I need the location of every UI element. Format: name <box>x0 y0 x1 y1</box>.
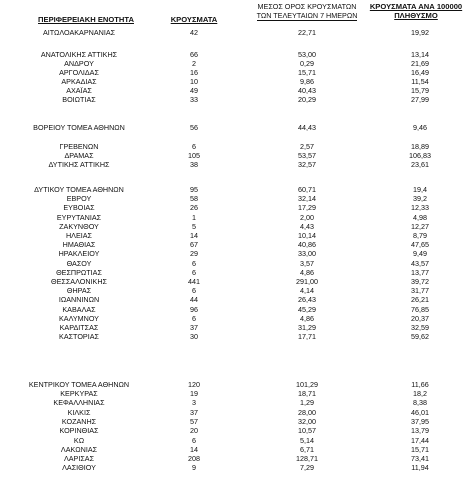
avg-7day-value: 3,57 <box>300 259 314 268</box>
cases-value: 208 <box>188 454 200 463</box>
region-name: ΛΑΣΙΘΙΟΥ <box>62 463 96 472</box>
avg-7day-value: 7,29 <box>300 463 314 472</box>
per-100k-value: 11,54 <box>411 77 429 86</box>
table-row <box>0 203 476 212</box>
region-name: ΔΥΤΙΚΟΥ ΤΟΜΕΑ ΑΘΗΝΩΝ <box>34 185 124 194</box>
table-row <box>0 142 476 151</box>
cases-value: 96 <box>190 305 198 314</box>
cases-value: 6 <box>192 259 196 268</box>
cases-value: 6 <box>192 142 196 151</box>
avg-7day-value: 45,29 <box>298 305 316 314</box>
avg-7day-value: 17,29 <box>298 203 316 212</box>
per-100k-value: 37,95 <box>411 417 429 426</box>
per-100k-value: 73,41 <box>411 454 429 463</box>
header-per-line1: ΚΡΟΥΣΜΑΤΑ ΑΝΑ 100000 <box>369 2 463 11</box>
cases-value: 29 <box>190 249 198 258</box>
region-name: ΑΝΑΤΟΛΙΚΗΣ ΑΤΤΙΚΗΣ <box>40 50 118 59</box>
per-100k-value: 47,65 <box>411 240 429 249</box>
per-100k-value: 13,14 <box>411 50 429 59</box>
table-row <box>0 314 476 323</box>
cases-value: 120 <box>188 380 200 389</box>
per-100k-value: 9,46 <box>413 123 427 132</box>
avg-7day-value: 15,71 <box>298 68 316 77</box>
table-row <box>0 28 476 37</box>
table-row <box>0 160 476 169</box>
per-100k-value: 17,44 <box>411 436 429 445</box>
per-100k-value: 8,38 <box>413 398 427 407</box>
cases-value: 6 <box>192 314 196 323</box>
per-100k-value: 18,89 <box>411 142 429 151</box>
per-100k-value: 26,21 <box>411 295 429 304</box>
table-row <box>0 408 476 417</box>
avg-7day-value: 128,71 <box>296 454 318 463</box>
table-row <box>0 445 476 454</box>
table-row <box>0 454 476 463</box>
cases-value: 37 <box>190 408 198 417</box>
table-row <box>0 185 476 194</box>
region-name: ΚΕΝΤΡΙΚΟΥ ΤΟΜΕΑ ΑΘΗΝΩΝ <box>28 380 130 389</box>
region-name: ΚΑΒΑΛΑΣ <box>62 305 96 314</box>
table-row <box>0 295 476 304</box>
cases-value: 95 <box>190 185 198 194</box>
cases-value: 6 <box>192 286 196 295</box>
table-row <box>0 426 476 435</box>
cases-value: 67 <box>190 240 198 249</box>
region-name: ΚΕΦΑΛΛΗΝΙΑΣ <box>53 398 105 407</box>
avg-7day-value: 60,71 <box>298 185 316 194</box>
cases-value: 57 <box>190 417 198 426</box>
per-100k-value: 4,98 <box>413 213 427 222</box>
table-row <box>0 222 476 231</box>
region-name: ΚΑΡΔΙΤΣΑΣ <box>59 323 99 332</box>
cases-value: 30 <box>190 332 198 341</box>
per-100k-value: 59,62 <box>411 332 429 341</box>
per-100k-value: 12,33 <box>411 203 429 212</box>
per-100k-value: 15,79 <box>411 86 429 95</box>
region-name: ΛΑΡΙΣΑΣ <box>63 454 95 463</box>
region-name: ΓΡΕΒΕΝΩΝ <box>59 142 99 151</box>
table-row <box>0 240 476 249</box>
region-name: ΕΥΒΟΙΑΣ <box>63 203 95 212</box>
per-100k-value: 8,79 <box>413 231 427 240</box>
table-row <box>0 249 476 258</box>
per-100k-value: 76,85 <box>411 305 429 314</box>
avg-7day-value: 6,71 <box>300 445 314 454</box>
region-name: ΗΛΕΙΑΣ <box>65 231 93 240</box>
table-row <box>0 77 476 86</box>
table-row <box>0 436 476 445</box>
per-100k-value: 13,77 <box>411 268 429 277</box>
table-row <box>0 305 476 314</box>
cases-value: 58 <box>190 194 198 203</box>
region-name: ΑΙΤΩΛΟΑΚΑΡΝΑΝΙΑΣ <box>42 28 116 37</box>
avg-7day-value: 2,57 <box>300 142 314 151</box>
avg-7day-value: 10,57 <box>298 426 316 435</box>
region-name: ΚΑΣΤΟΡΙΑΣ <box>59 332 99 341</box>
table-row <box>0 389 476 398</box>
cases-value: 20 <box>190 426 198 435</box>
table-row <box>0 59 476 68</box>
cases-value: 14 <box>190 231 198 240</box>
table-row <box>0 151 476 160</box>
avg-7day-value: 0,29 <box>300 59 314 68</box>
cases-value: 19 <box>190 389 198 398</box>
region-name: ΛΑΚΩΝΙΑΣ <box>60 445 98 454</box>
region-name: ΑΡΚΑΔΙΑΣ <box>61 77 97 86</box>
table-row <box>0 417 476 426</box>
per-100k-value: 27,99 <box>411 95 429 104</box>
per-100k-value: 32,59 <box>411 323 429 332</box>
avg-7day-value: 4,14 <box>300 286 314 295</box>
region-name: ΚΩ <box>73 436 85 445</box>
table-row <box>0 268 476 277</box>
cases-value: 9 <box>192 463 196 472</box>
region-name: ΒΟΡΕΙΟΥ ΤΟΜΕΑ ΑΘΗΝΩΝ <box>33 123 125 132</box>
avg-7day-value: 31,29 <box>298 323 316 332</box>
region-name: ΖΑΚΥΝΘΟΥ <box>59 222 99 231</box>
avg-7day-value: 53,57 <box>298 151 316 160</box>
cases-value: 10 <box>190 77 198 86</box>
table-row <box>0 286 476 295</box>
cases-value: 1 <box>192 213 196 222</box>
avg-7day-value: 53,00 <box>298 50 316 59</box>
cases-value: 3 <box>192 398 196 407</box>
per-100k-value: 9,49 <box>413 249 427 258</box>
cases-value: 26 <box>190 203 198 212</box>
cases-value: 6 <box>192 436 196 445</box>
per-100k-value: 12,27 <box>411 222 429 231</box>
avg-7day-value: 17,71 <box>298 332 316 341</box>
per-100k-value: 23,61 <box>411 160 429 169</box>
per-100k-value: 106,83 <box>409 151 431 160</box>
avg-7day-value: 44,43 <box>298 123 316 132</box>
per-100k-value: 13,79 <box>411 426 429 435</box>
region-name: ΗΜΑΘΙΑΣ <box>62 240 96 249</box>
avg-7day-value: 40,86 <box>298 240 316 249</box>
header-cases: ΚΡΟΥΣΜΑΤΑ <box>170 15 218 24</box>
cases-value: 49 <box>190 86 198 95</box>
header-avg-line1: ΜΕΣΟΣ ΟΡΟΣ ΚΡΟΥΣΜΑΤΩΝ <box>257 2 357 11</box>
table-row <box>0 95 476 104</box>
region-name: ΘΕΣΣΑΛΟΝΙΚΗΣ <box>51 277 107 286</box>
table-row <box>0 50 476 59</box>
table-row <box>0 463 476 472</box>
table-row <box>0 213 476 222</box>
header-per-line2: ΠΛΗΘΥΣΜΟ <box>394 10 438 20</box>
table-row <box>0 68 476 77</box>
per-100k-value: 15,71 <box>411 445 429 454</box>
region-name: ΔΥΤΙΚΗΣ ΑΤΤΙΚΗΣ <box>48 160 110 169</box>
avg-7day-value: 32,14 <box>298 194 316 203</box>
avg-7day-value: 26,43 <box>298 295 316 304</box>
table-row <box>0 123 476 132</box>
region-name: ΚΟΖΑΝΗΣ <box>61 417 97 426</box>
per-100k-value: 18,2 <box>413 389 427 398</box>
region-name: ΚΑΛΥΜΝΟΥ <box>59 314 99 323</box>
per-100k-value: 43,57 <box>411 259 429 268</box>
cases-value: 56 <box>190 123 198 132</box>
avg-7day-value: 22,71 <box>298 28 316 37</box>
region-name: ΕΒΡΟΥ <box>66 194 92 203</box>
cases-value: 44 <box>190 295 198 304</box>
per-100k-value: 16,49 <box>411 68 429 77</box>
per-100k-value: 31,77 <box>411 286 429 295</box>
avg-7day-value: 5,14 <box>300 436 314 445</box>
cases-value: 5 <box>192 222 196 231</box>
region-name: ΑΝΔΡΟΥ <box>64 59 94 68</box>
table-row <box>0 332 476 341</box>
cases-value: 38 <box>190 160 198 169</box>
region-name: ΒΟΙΩΤΙΑΣ <box>62 95 96 104</box>
avg-7day-value: 101,29 <box>296 380 318 389</box>
cases-value: 6 <box>192 268 196 277</box>
region-name: ΘΑΣΟΥ <box>66 259 92 268</box>
per-100k-value: 46,01 <box>411 408 429 417</box>
cases-value: 14 <box>190 445 198 454</box>
table-row <box>0 231 476 240</box>
header-per-100k <box>360 3 472 20</box>
avg-7day-value: 32,00 <box>298 417 316 426</box>
cases-value: 441 <box>188 277 200 286</box>
table-row <box>0 277 476 286</box>
avg-7day-value: 2,00 <box>300 213 314 222</box>
table-row <box>0 380 476 389</box>
region-name: ΚΕΡΚΥΡΑΣ <box>60 389 98 398</box>
region-name: ΙΩΑΝΝΙΝΩΝ <box>58 295 100 304</box>
avg-7day-value: 4,43 <box>300 222 314 231</box>
cases-value: 42 <box>190 28 198 37</box>
cases-value: 105 <box>188 151 200 160</box>
per-100k-value: 19,4 <box>413 185 427 194</box>
avg-7day-value: 33,00 <box>298 249 316 258</box>
per-100k-value: 11,66 <box>411 380 429 389</box>
cases-value: 2 <box>192 59 196 68</box>
cases-value: 66 <box>190 50 198 59</box>
per-100k-value: 11,94 <box>411 463 429 472</box>
avg-7day-value: 291,00 <box>296 277 318 286</box>
cases-value: 37 <box>190 323 198 332</box>
region-name: ΚΙΛΚΙΣ <box>67 408 91 417</box>
avg-7day-value: 20,29 <box>298 95 316 104</box>
per-100k-value: 39,72 <box>411 277 429 286</box>
header-avg-line2: ΤΩΝ ΤΕΛΕΥΤΑΙΩΝ 7 ΗΜΕΡΩΝ <box>256 10 358 20</box>
region-name: ΑΡΓΟΛΙΔΑΣ <box>59 68 99 77</box>
table-row <box>0 194 476 203</box>
table-row <box>0 259 476 268</box>
avg-7day-value: 9,86 <box>300 77 314 86</box>
avg-7day-value: 28,00 <box>298 408 316 417</box>
avg-7day-value: 10,14 <box>298 231 316 240</box>
cases-value: 33 <box>190 95 198 104</box>
avg-7day-value: 4,86 <box>300 314 314 323</box>
avg-7day-value: 18,71 <box>298 389 316 398</box>
cases-value: 16 <box>190 68 198 77</box>
avg-7day-value: 32,57 <box>298 160 316 169</box>
region-name: ΘΗΡΑΣ <box>66 286 92 295</box>
header-region: ΠΕΡΙΦΕΡΕΙΑΚΗ ΕΝΟΤΗΤΑ <box>38 15 134 24</box>
region-name: ΑΧΑΪΑΣ <box>66 86 92 95</box>
per-100k-value: 39,2 <box>413 194 427 203</box>
region-name: ΚΟΡΙΝΘΙΑΣ <box>59 426 99 435</box>
per-100k-value: 20,37 <box>411 314 429 323</box>
avg-7day-value: 4,86 <box>300 268 314 277</box>
per-100k-value: 19,92 <box>411 28 429 37</box>
table-row <box>0 398 476 407</box>
region-name: ΘΕΣΠΡΩΤΙΑΣ <box>56 268 102 277</box>
avg-7day-value: 40,43 <box>298 86 316 95</box>
table-row <box>0 323 476 332</box>
header-avg-7-days <box>242 3 372 21</box>
table-row <box>0 86 476 95</box>
per-100k-value: 21,69 <box>411 59 429 68</box>
avg-7day-value: 1,29 <box>300 398 314 407</box>
region-name: ΗΡΑΚΛΕΙΟΥ <box>58 249 100 258</box>
region-name: ΔΡΑΜΑΣ <box>64 151 94 160</box>
region-name: ΕΥΡΥΤΑΝΙΑΣ <box>56 213 102 222</box>
